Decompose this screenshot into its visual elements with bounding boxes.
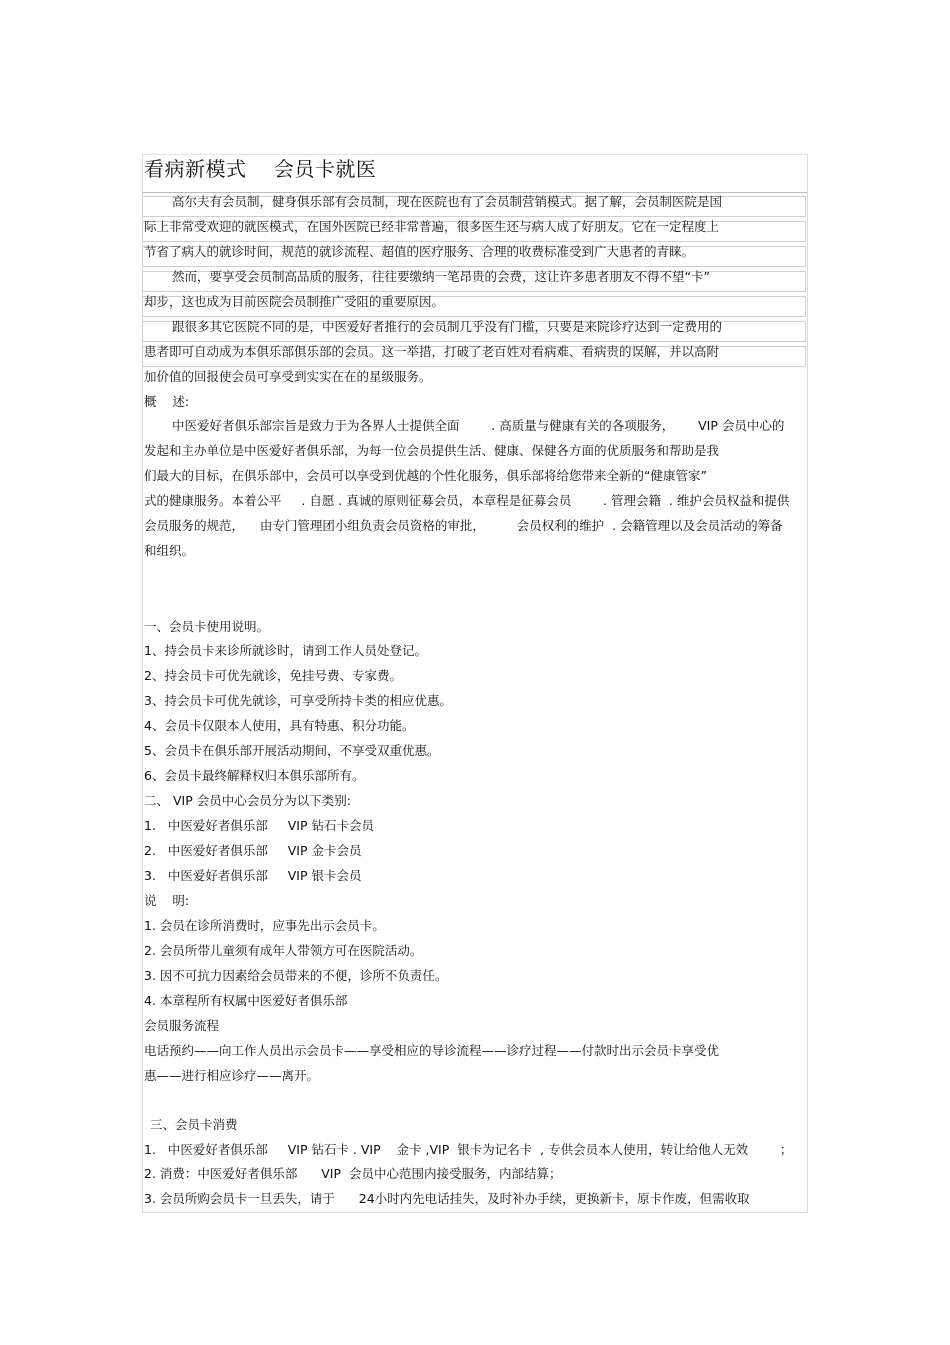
flow-line: 电话预约——向工作人员出示会员卡——享受相应的导诊流程——诊疗过程——付款时出示会员卡享受优 — [144, 1043, 720, 1058]
note-item: 2. 会员所带儿童须有成年人带领方可在医院活动。 — [144, 943, 423, 958]
section1-item: 5、会员卡在俱乐部开展活动期间，不享受双重优惠。 — [144, 743, 440, 758]
intro-paragraph-line: 际上非常受欢迎的就医模式，在国外医院已经非常普遍，很多医生还与病人成了好朋友。它在一定程度上 — [144, 219, 720, 234]
overview-line: 和组织。 — [144, 543, 195, 558]
intro-paragraph-line: 跟很多其它医院不同的是，中医爱好者推行的会员制几乎没有门槛，只要是来院诊疗达到一定费用的 — [172, 319, 723, 334]
title-divider — [142, 192, 807, 193]
section3-item: 2. 消费：中医爱好者俱乐部 VIP 会员中心范围内接受服务，内部结算； — [144, 1166, 562, 1181]
section1-item: 1、持会员卡来诊所就诊时，请到工作人员处登记。 — [144, 643, 427, 658]
intro-paragraph-line: 高尔夫有会员制，健身俱乐部有会员制，现在医院也有了会员制营销模式。据了解，会员制医院是国 — [172, 194, 723, 209]
section3-item: 3. 会员所购会员卡一旦丢失，请于 24小时内先电话挂失，及时补办手续，更换新卡，原卡作废，但需收取 — [144, 1191, 750, 1206]
overview-line: 会员服务的规范， 由专门管理团小组负责会员资格的审批， 会员权利的维护 . 会籍管理以及会员活动的筹备 — [144, 518, 783, 533]
intro-paragraph-line: 患者即可自动成为本俱乐部俱乐部的会员。这一举措，打破了老百姓对看病难、看病贵的误解，并以高附 — [144, 344, 720, 359]
overview-line: 发起和主办单位是中医爱好者俱乐部，为每一位会员提供生活、健康、保健各方面的优质服务和帮助是我 — [144, 443, 720, 458]
section3-heading: 三、会员卡消费 — [150, 1117, 238, 1132]
intro-paragraph-line: 然而，要享受会员制高品质的服务，往往要缴纳一笔昂贵的会费，这让许多患者朋友不得不望“卡” — [172, 269, 710, 284]
note-item: 3. 因不可抗力因素给会员带来的不便，诊所不负责任。 — [144, 968, 448, 983]
note-item: 1. 会员在诊所消费时，应事先出示会员卡。 — [144, 918, 385, 933]
section2-item: 1. 中医爱好者俱乐部 VIP 钻石卡会员 — [144, 818, 374, 833]
overview-line: 中医爱好者俱乐部宗旨是致力于为各界人士提供全面 . 高质量与健康有关的各项服务， VIP 会员中心的 — [172, 418, 785, 433]
flow-heading: 会员服务流程 — [144, 1018, 220, 1033]
intro-paragraph-line: 节省了病人的就诊时间，规范的就诊流程、超值的医疗服务、合理的收费标准受到广大患者的青睐。 — [144, 244, 695, 259]
section1-item: 4、会员卡仅限本人使用，具有特惠、积分功能。 — [144, 718, 415, 733]
notes-heading: 说 明: — [144, 893, 190, 908]
overview-line: 式的健康服务。本着公平 . 自愿 . 真诚的原则征募会员，本章程是征募会员 . 管理会籍 . 维护会员权益和提供 — [144, 493, 790, 508]
intro-paragraph-line: 加价值的回报使会员可享受到实实在在的星级服务。 — [144, 369, 432, 384]
note-item: 4. 本章程所有权属中医爱好者俱乐部 — [144, 993, 348, 1008]
section1-heading: 一、会员卡使用说明。 — [144, 619, 270, 634]
overview-heading: 概 述: — [144, 394, 190, 409]
section3-item: 1. 中医爱好者俱乐部 VIP 钻石卡 . VIP 金卡 ,VIP 银卡为记名卡 , 专供会员本人使用，转让给他人无效 ； — [144, 1142, 793, 1157]
intro-paragraph-line: 却步，这也成为目前医院会员制推广受阻的重要原因。 — [144, 294, 445, 309]
section2-item: 2. 中医爱好者俱乐部 VIP 金卡会员 — [144, 843, 362, 858]
page-title: 看病新模式 会员卡就医 — [144, 157, 377, 181]
section2-item: 3. 中医爱好者俱乐部 VIP 银卡会员 — [144, 868, 362, 883]
flow-line: 惠——进行相应诊疗——离开。 — [144, 1068, 320, 1083]
overview-line: 们最大的目标，在俱乐部中，会员可以享受到优越的个性化服务，俱乐部将给您带来全新的“健康管家” — [144, 468, 707, 483]
section1-item: 2、持会员卡可优先就诊，免挂号费、专家费。 — [144, 668, 402, 683]
section2-heading: 二、 VIP 会员中心会员分为以下类别: — [144, 793, 351, 808]
section1-item: 3、持会员卡可优先就诊，可享受所持卡类的相应优惠。 — [144, 693, 452, 708]
section1-item: 6、会员卡最终解释权归本俱乐部所有。 — [144, 768, 365, 783]
